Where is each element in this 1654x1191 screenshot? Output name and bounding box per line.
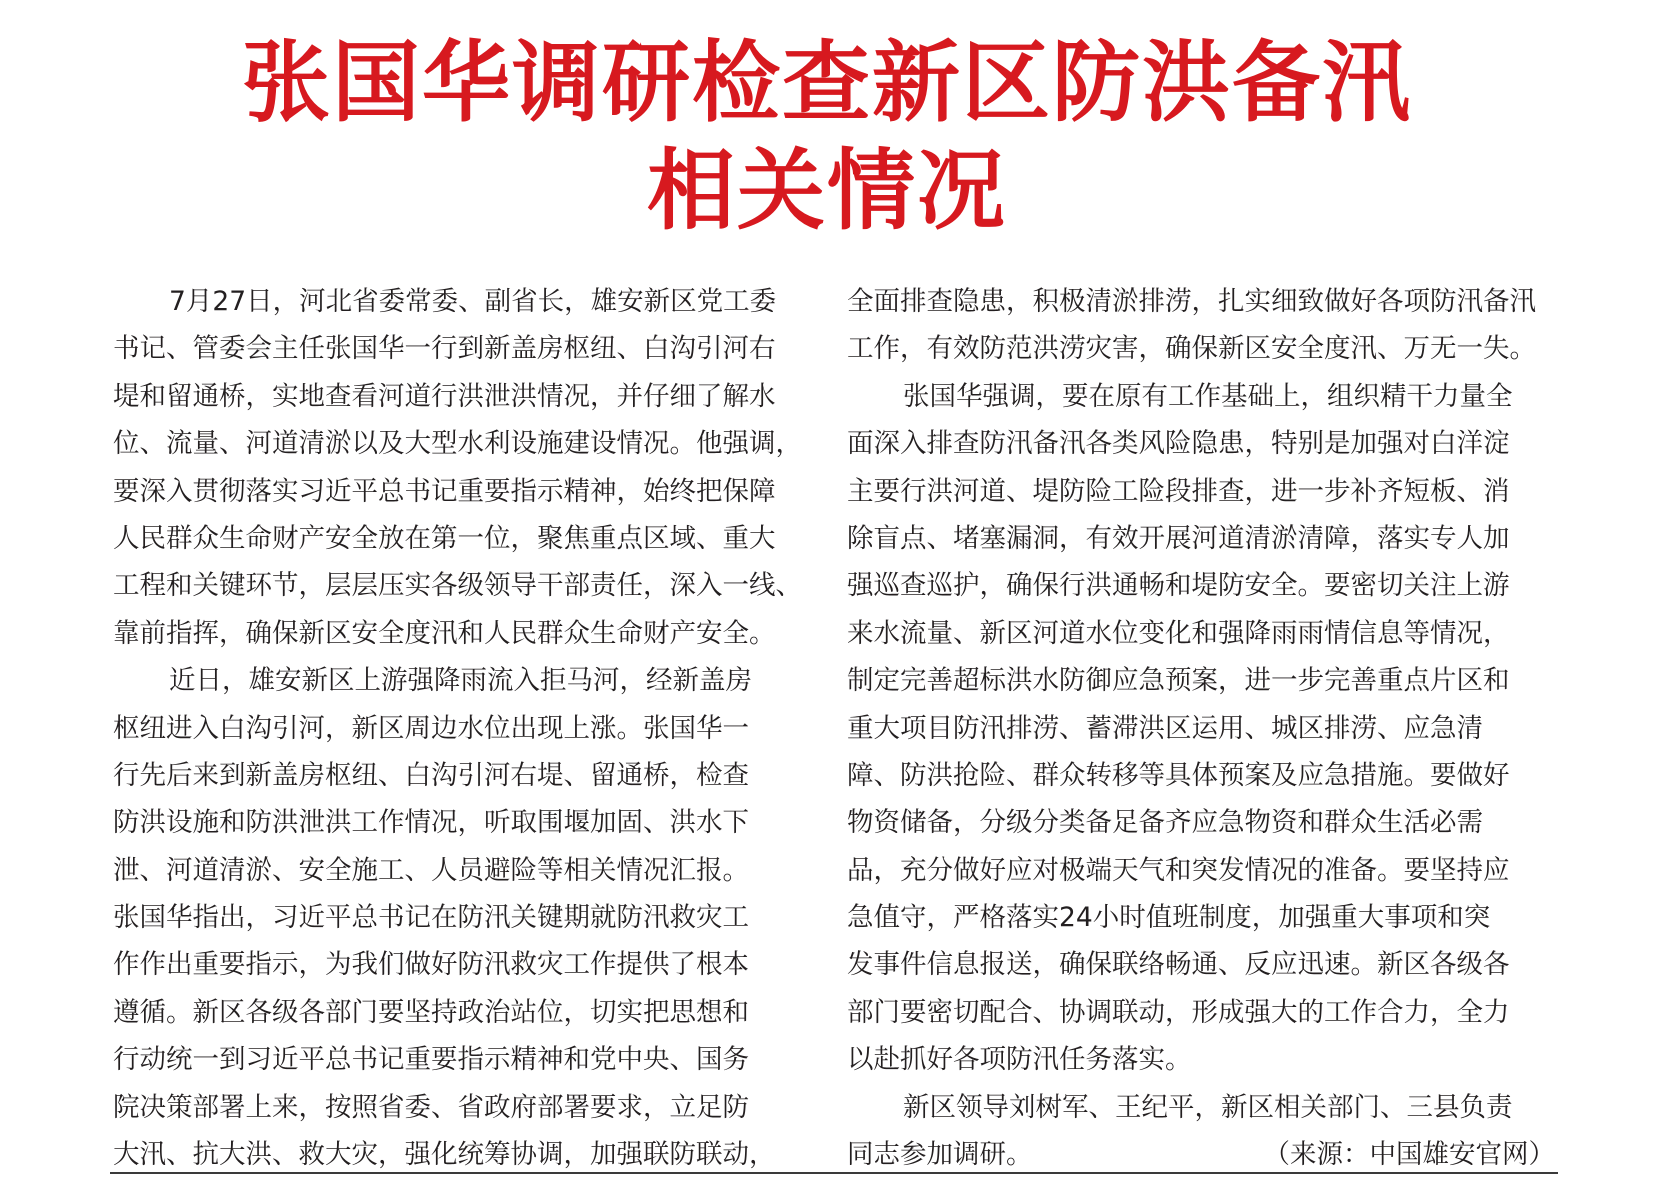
body-line: 近日，雄安新区上游强降雨流入拒马河，经新盖房	[169, 665, 752, 697]
body-line: 急值守，严格落实24小时值班制度，加强重大事项和突	[847, 902, 1491, 934]
body-line: 部门要密切配合、协调联动，形成强大的工作合力，全力	[847, 996, 1510, 1028]
body-line: 书记、管委会主任张国华一行到新盖房枢纽、白沟引河右	[113, 333, 776, 365]
bottom-divider	[110, 1172, 1558, 1174]
body-line: 工作，有效防范洪涝灾害，确保新区安全度汛、万无一失。	[847, 333, 1536, 365]
body-line: 要深入贯彻落实习近平总书记重要指示精神，始终把保障	[113, 475, 776, 507]
left-column	[113, 278, 813, 1178]
body-line: 物资储备，分级分类备足备齐应急物资和群众生活必需	[847, 807, 1483, 839]
body-line: 院决策部署上来，按照省委、省政府部署要求，立足防	[113, 1091, 749, 1123]
body-line: 障、防洪抢险、群众转移等具体预案及应急措施。要做好	[847, 759, 1510, 791]
body-line: 全面排查隐患，积极清淤排涝，扎实细致做好各项防汛备汛	[847, 286, 1536, 317]
body-line: 作作出重要指示，为我们做好防汛救灾工作提供了根本	[113, 949, 749, 981]
body-line: 重大项目防汛排涝、蓄滞洪区运用、城区排涝、应急清	[847, 712, 1483, 744]
body-line: 主要行洪河道、堤防险工险段排查，进一步补齐短板、消	[847, 475, 1510, 507]
body-line: 行先后来到新盖房枢纽、白沟引河右堤、留通桥，检查	[113, 759, 749, 791]
body-line: 强巡查巡护，确保行洪通畅和堤防安全。要密切关注上游	[847, 570, 1510, 602]
body-line: 枢纽进入白沟引河，新区周边水位出现上涨。张国华一	[113, 712, 749, 744]
body-line: 防洪设施和防洪泄洪工作情况，听取围堰加固、洪水下	[113, 807, 749, 839]
body-line: 新区领导刘树军、王纪平，新区相关部门、三县负责	[903, 1091, 1513, 1123]
body-line: 堤和留通桥，实地查看河道行洪泄洪情况，并仔细了解水	[113, 380, 776, 412]
body-line-text: 同志参加调研。	[847, 1139, 1033, 1171]
body-line: 以赴抓好各项防汛任务落实。	[847, 1044, 1192, 1076]
body-line: 7月27日，河北省委常委、副省长，雄安新区党工委	[169, 286, 777, 317]
body-line: 行动统一到习近平总书记重要指示精神和党中央、国务	[113, 1044, 749, 1076]
headline-line-2: 相关情况	[646, 138, 1007, 242]
body-line: 大汛、抗大洪、救大灾，强化统筹协调，加强联防联动，	[113, 1139, 776, 1171]
body-line: 来水流量、新区河道水位变化和强降雨雨情信息等情况，	[847, 617, 1510, 649]
right-column	[847, 278, 1555, 1178]
body-line: 制定完善超标洪水防御应急预案，进一步完善重点片区和	[847, 665, 1510, 697]
source-credit: （来源：中国雄安官网）	[1263, 1139, 1555, 1171]
body-line: 发事件信息报送，确保联络畅通、反应迅速。新区各级各	[847, 949, 1510, 981]
body-line: 靠前指挥，确保新区安全度汛和人民群众生命财产安全。	[113, 617, 776, 649]
body-line: 位、流量、河道清淤以及大型水利设施建设情况。他强调，	[113, 428, 802, 460]
body-line: 品，充分做好应对极端天气和突发情况的准备。要坚持应	[847, 854, 1510, 886]
body-line: 张国华强调，要在原有工作基础上，组织精干力量全	[903, 380, 1513, 412]
body-line: 遵循。新区各级各部门要坚持政治站位，切实把思想和	[113, 996, 749, 1028]
body-line: 除盲点、堵塞漏洞，有效开展河道清淤清障，落实专人加	[847, 522, 1510, 554]
body-line: 泄、河道清淤、安全施工、人员避险等相关情况汇报。	[113, 854, 749, 886]
headline-line-1: 张国华调研检查新区防洪备汛	[241, 30, 1412, 134]
body-line: 工程和关键环节，层层压实各级领导干部责任，深入一线、	[113, 570, 802, 602]
headline	[0, 28, 1654, 244]
body-line: 面深入排查防汛备汛各类风险隐患，特别是加强对白洋淀	[847, 428, 1510, 460]
body-line: 人民群众生命财产安全放在第一位，聚焦重点区域、重大	[113, 522, 776, 554]
body-line: 张国华指出，习近平总书记在防汛关键期就防汛救灾工	[113, 902, 749, 934]
